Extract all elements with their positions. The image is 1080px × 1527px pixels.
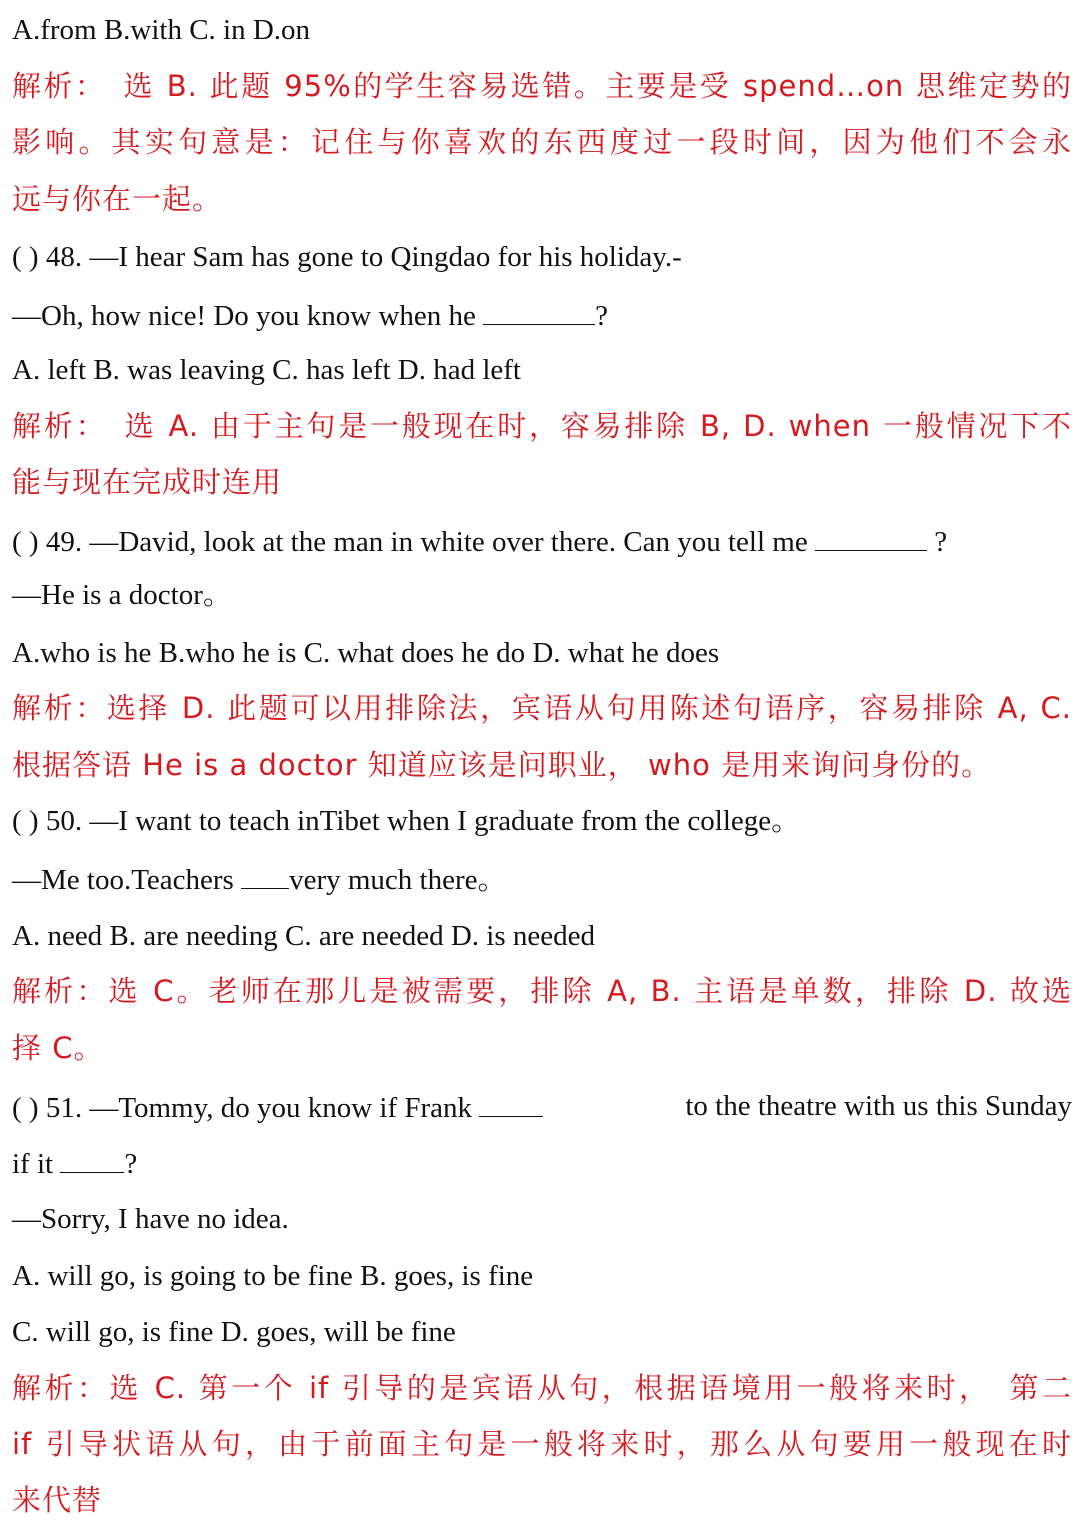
q51-options-line-1: A. will go, is going to be fine B. goes, is fine xyxy=(12,1260,534,1292)
q50-analysis-line-1: 解析：选 C。老师在那儿是被需要，排除 A, B. 主语是单数，排除 D. 故选 xyxy=(12,974,1072,1008)
q50-reply xyxy=(12,858,1072,898)
q47-options: A.from B.with C. in D.on xyxy=(12,14,311,46)
q49-stem-text: ( ) 49. —David, look at the man in white over there. Can you tell me xyxy=(12,526,815,558)
q49-options: A.who is he B.who he is C. what does he do D. what he does xyxy=(12,637,720,669)
q50-reply-text: —Me too.Teachers xyxy=(12,864,242,896)
answer-blank xyxy=(60,1142,124,1173)
q51-stem-2-text: if it xyxy=(12,1148,61,1180)
q49-stem xyxy=(12,520,1072,560)
q50-options: A. need B. are needing C. are needed D. is needed xyxy=(12,920,595,952)
q49-reply: —He is a doctor。 xyxy=(12,579,232,611)
q48-reply-end: ? xyxy=(595,300,609,332)
q51-analysis-line-3: 来代替 xyxy=(12,1483,103,1517)
q49-analysis-line-2: 根据答语 He is a doctor 知道应该是问职业， who 是用来询问身份的。 xyxy=(12,748,992,782)
answer-blank xyxy=(479,1086,543,1117)
q50-analysis-line-2: 择 C。 xyxy=(12,1031,104,1065)
q47-analysis-line-1: 解析： 选 B. 此题 95%的学生容易选错。主要是受 spend…on 思维定势的 xyxy=(12,69,1072,103)
q48-stem: ( ) 48. —I hear Sam has gone to Qingdao for his holiday.- xyxy=(12,241,682,273)
q51-options-line-2: C. will go, is fine D. goes, will be fine xyxy=(12,1316,456,1348)
q47-analysis-line-2: 影响。其实句意是：记住与你喜欢的东西度过一段时间，因为他们不会永 xyxy=(12,125,1072,159)
q50-reply-end: very much there。 xyxy=(289,864,507,896)
q51-reply: —Sorry, I have no idea. xyxy=(12,1203,289,1235)
answer-blank xyxy=(815,520,927,551)
q48-options: A. left B. was leaving C. has left D. had left xyxy=(12,354,521,386)
q51-analysis-line-1: 解析：选 C. 第一个 if 引导的是宾语从句，根据语境用一般将来时， 第二 xyxy=(12,1371,1072,1405)
q49-analysis-line-1: 解析：选择 D. 此题可以用排除法，宾语从句用陈述句语序，容易排除 A, C. xyxy=(12,691,1072,725)
q50-stem: ( ) 50. —I want to teach inTibet when I graduate from the college。 xyxy=(12,805,801,837)
q48-reply xyxy=(12,294,1072,334)
answer-blank xyxy=(483,294,595,325)
q48-analysis-line-2: 能与现在完成时连用 xyxy=(12,465,283,499)
q51-stem-left xyxy=(12,1086,543,1126)
q51-stem-2-end: ? xyxy=(124,1148,138,1180)
q47-analysis-line-3: 远与你在一起。 xyxy=(12,182,223,216)
q48-analysis-line-1: 解析： 选 A. 由于主句是一般现在时，容易排除 B, D. when 一般情况下不 xyxy=(12,409,1072,443)
q48-reply-text: —Oh, how nice! Do you know when he xyxy=(12,300,484,332)
q51-analysis-line-2: if 引导状语从句，由于前面主句是一般将来时，那么从句要用一般现在时 xyxy=(12,1427,1072,1461)
q51-stem-text: ( ) 51. —Tommy, do you know if Frank xyxy=(12,1092,480,1124)
q51-stem-end: to the theatre with us this Sunday xyxy=(685,1090,1072,1122)
answer-blank xyxy=(241,858,289,889)
q49-stem-end: ? xyxy=(926,526,948,558)
q51-stem-continued xyxy=(12,1142,1072,1182)
q51-stem xyxy=(12,1086,1072,1126)
